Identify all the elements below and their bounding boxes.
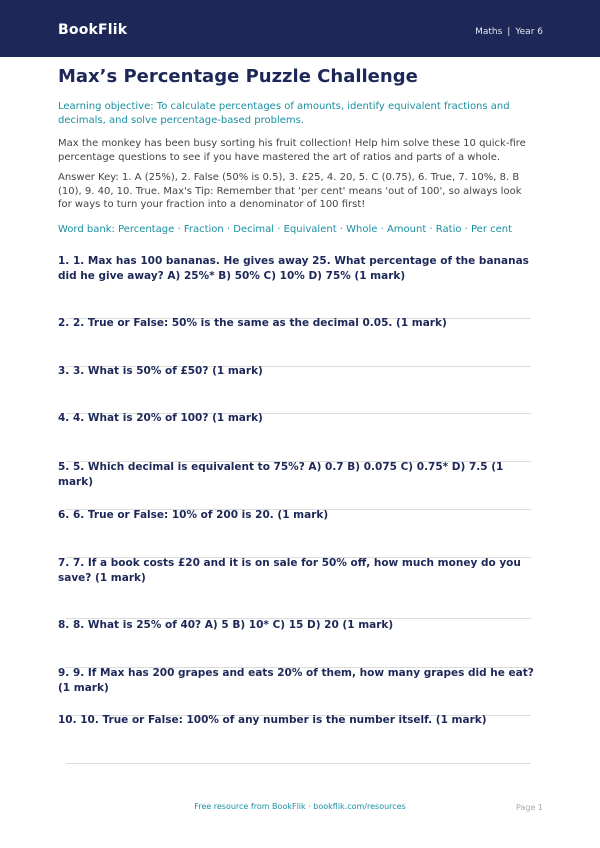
question-10: 10. 10. True or False: 100% of any number is the number itself. (1 mark) xyxy=(58,714,487,726)
subject-year xyxy=(475,27,543,37)
question-5: 5. 5. Which decimal is equivalent to 75%? A) 0.7 B) 0.075 C) 0.75* D) 7.5 (1 mark) xyxy=(58,461,504,488)
question-1: 1. 1. Max has 100 bananas. He gives away 25. What percentage of the bananas did he give away? A) 25%* B) 50% C) 10% D) 75% (1 mark) xyxy=(58,255,529,282)
brand-logo[interactable]: BookFlik xyxy=(58,22,128,38)
page-number: Page 1 xyxy=(516,803,543,812)
question-3: 3. 3. What is 50% of £50? (1 mark) xyxy=(58,365,263,377)
footer-link[interactable]: Free resource from BookFlik · bookflik.com/resources xyxy=(194,802,406,811)
question-4: 4. 4. What is 20% of 100? (1 mark) xyxy=(58,412,263,424)
year-label: Year 6 xyxy=(515,27,543,37)
meta-separator: | xyxy=(507,27,511,37)
answer-line-10[interactable] xyxy=(66,763,531,764)
page-title: Max’s Percentage Puzzle Challenge xyxy=(58,66,418,87)
learning-objective: Learning objective: To calculate percentages of amounts, identify equivalent fractions and decimals, and solve percentage-based problems. xyxy=(58,101,510,126)
subject-label: Maths xyxy=(475,27,503,37)
answer-key: Answer Key: 1. A (25%), 2. False (50% is 0.5), 3. £25, 4. 20, 5. C (0.75), 6. True, 7. 10%, 8. B (10), 9. 40, 10. True. Max's Tip: Remember that 'per cent' means 'out of 100', so always look for ways to turn your fraction into a denominator of 100 first! xyxy=(58,172,522,210)
question-9: 9. 9. If Max has 200 grapes and eats 20% of them, how many grapes did he eat? (1 mark) xyxy=(58,667,534,694)
header-bar xyxy=(0,0,600,57)
intro-text: Max the monkey has been busy sorting his fruit collection! Help him solve these 10 quick-fire percentage questions to see if you have mastered the art of ratios and parts of a whole. xyxy=(58,138,526,163)
question-2: 2. 2. True or False: 50% is the same as the decimal 0.05. (1 mark) xyxy=(58,317,447,329)
question-8: 8. 8. What is 25% of 40? A) 5 B) 10* C) 15 D) 20 (1 mark) xyxy=(58,619,394,631)
question-6: 6. 6. True or False: 10% of 200 is 20. (1 mark) xyxy=(58,509,329,521)
question-7: 7. 7. If a book costs £20 and it is on sale for 50% off, how much money do you save? (1 mark) xyxy=(58,557,521,584)
word-bank: Word bank: Percentage · Fraction · Decimal · Equivalent · Whole · Amount · Ratio · Per cent xyxy=(58,224,513,235)
